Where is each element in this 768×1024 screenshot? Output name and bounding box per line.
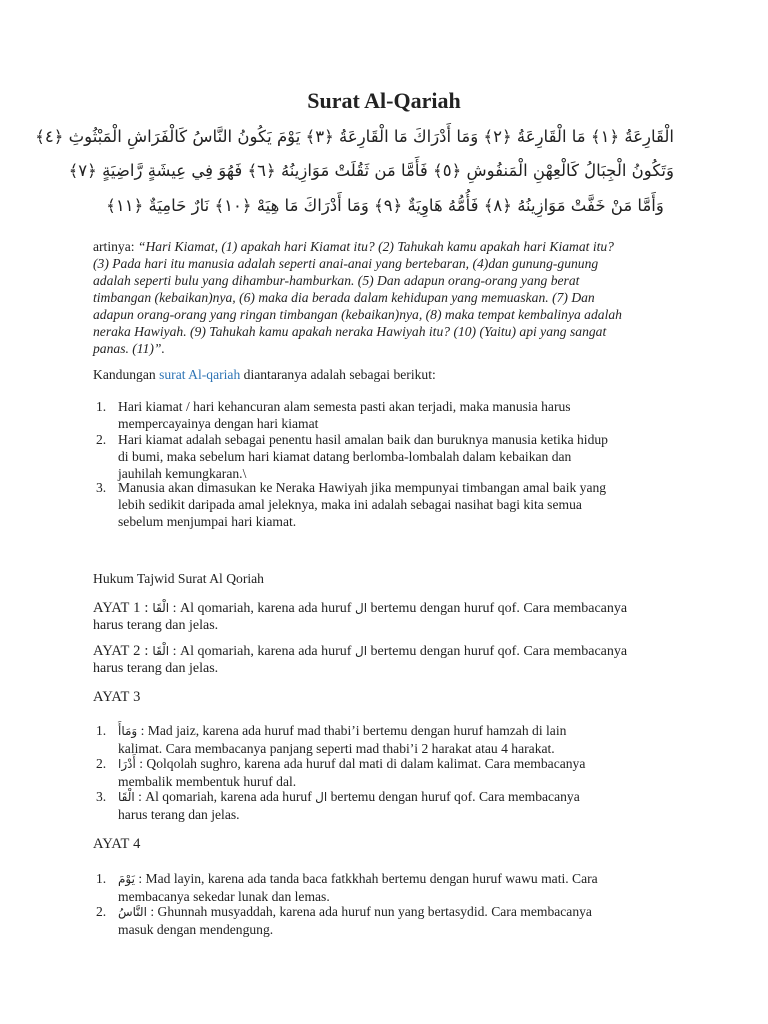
list-item: 2. النَّاسُ : Ghunnah musyaddah, karena ada huruf nun yang bertasydid. Cara membacanya masuk dengan mendengung. [96,904,592,937]
arabic-word: أَدْرَا [118,757,136,771]
ayat-2-paragraph: AYAT 2 : الْقَا : Al qomariah, karena ada huruf ال bertemu dengan huruf qof. Cara membacanya harus terang dan jelas. [93,643,628,676]
arabic-word: وَمَاأَ [118,724,138,738]
list-item: 3. Manusia akan dimasukan ke Neraka Hawiyah jika mempunyai timbangan amal baik yang lebih sedikit daripada amal jeleknya, maka ini adalah sebagai nasihat bagi kita semua sebelum menjumpai hari kiamat. [96,480,607,529]
kandungan-intro: Kandungan surat Al-qariah diantaranya adalah sebagai berikut: [93,367,436,382]
translation-label: artinya: [93,239,138,254]
arabic-word: النَّاسُ [118,905,147,919]
list-item: 1. Hari kiamat / hari kehancuran alam semesta pasti akan terjadi, maka manusia harus mempercayainya dengan hari kiamat [96,399,571,431]
translation-line: adapun orang-orang yang ringan timbangan (kebaikan)nya, (8) maka tempat kembalinya adalah [93,307,622,322]
arabic-harf: ال [354,644,368,658]
translation-line: “Hari Kiamat, (1) apakah hari Kiamat itu? (2) Tahukah kamu apakah hari Kiamat itu? [137,239,614,254]
translation-line: panas. (11)”. [93,341,165,356]
surat-link[interactable]: surat Al-qariah [159,367,241,382]
translation-line: neraka Hawiyah. (9) Tahukah kamu apakah neraka Hawiyah itu? (10) (Yaitu) api yang sangat [93,324,607,339]
list-item: 3. الْقَا : Al qomariah, karena ada huruf ال bertemu dengan huruf qof. Cara membacanya harus terang dan jelas. [96,789,580,822]
arabic-word: يَوْمَ [118,872,135,886]
ayat-3-heading: AYAT 3 [93,689,141,705]
translation-line: adalah seperti bulu yang dihambur-hamburkan. (5) Dan adapun orang-orang yang berat [93,273,580,288]
arabic-verse-line-1: الْقَارِعَةُ ﴿١﴾ مَا الْقَارِعَةُ ﴿٢﴾ وَمَا أَدْرَاكَ مَا الْقَارِعَةُ ﴿٣﴾ يَوْمَ يَكُونُ النَّاسُ كَالْفَرَاشِ الْمَبْثُوثِ ﴿٤﴾ [35,127,674,146]
ayat-1-paragraph: AYAT 1 : الْقَا : Al qomariah, karena ada huruf ال bertemu dengan huruf qof. Cara membacanya harus terang dan jelas. [93,600,628,633]
arabic-word: الْقَا [118,790,135,804]
ayat-4-heading: AYAT 4 [93,836,141,852]
tajwid-heading: Hukum Tajwid Surat Al Qoriah [93,571,264,586]
list-item: 1. وَمَاأَ : Mad jaiz, karena ada huruf mad thabi’i bertemu dengan huruf hamzah di lain kalimat. Cara membacanya panjang seperti mad thabi’i 2 harakat atau 4 harakat. [96,723,567,756]
arabic-word: الْقَا [152,601,170,615]
arabic-harf: ال [315,790,328,804]
translation-line: timbangan (kebaikan)nya, (6) maka dia berada dalam kehidupan yang memuaskan. (7) Dan [93,290,595,305]
ayat-2-label: AYAT 2 : [93,643,153,659]
arabic-verse-line-2: وَتَكُونُ الْجِبَالُ كَالْعِهْنِ الْمَنفُوشِ ﴿٥﴾ فَأَمَّا مَن ثَقُلَتْ مَوَازِينُهُ ﴿٦﴾ فَهُوَ فِي عِيشَةٍ رَّاضِيَةٍ ﴿٧﴾ [68,161,674,180]
arabic-harf: ال [354,601,368,615]
arabic-word: الْقَا [152,644,170,658]
translation-paragraph [93,238,683,357]
translation-line: (3) Pada hari itu manusia adalah seperti anai-anai yang bertebaran, (4)dan gunung-gunung [93,256,599,271]
list-item: 2. أَدْرَا : Qolqolah sughro, karena ada huruf dal mati di dalam kalimat. Cara membacanya membalik membentuk huruf dal. [96,756,586,789]
list-item: 2. Hari kiamat adalah sebagai penentu hasil amalan baik dan buruknya manusia ketika hidup di bumi, maka sebelum hari kiamat datang berlomba-lombalah dalam kebaikan dan jauhilah kemungkaran.\ [96,432,608,481]
arabic-verse-line-3: وَأَمَّا مَنْ خَفَّتْ مَوَازِينُهُ ﴿٨﴾ فَأُمُّهُ هَاوِيَةٌ ﴿٩﴾ وَمَا أَدْرَاكَ مَا هِيَهْ ﴿١٠﴾ نَارٌ حَامِيَةٌ ﴿١١﴾ [106,196,664,215]
list-item: 1. يَوْمَ : Mad layin, karena ada tanda baca fatkkhah bertemu dengan huruf wawu mati. Cara membacanya sekedar lunak dan lemas. [96,871,598,904]
ayat-1-label: AYAT 1 : [93,600,153,616]
page-title: Surat Al-Qariah [307,88,461,113]
